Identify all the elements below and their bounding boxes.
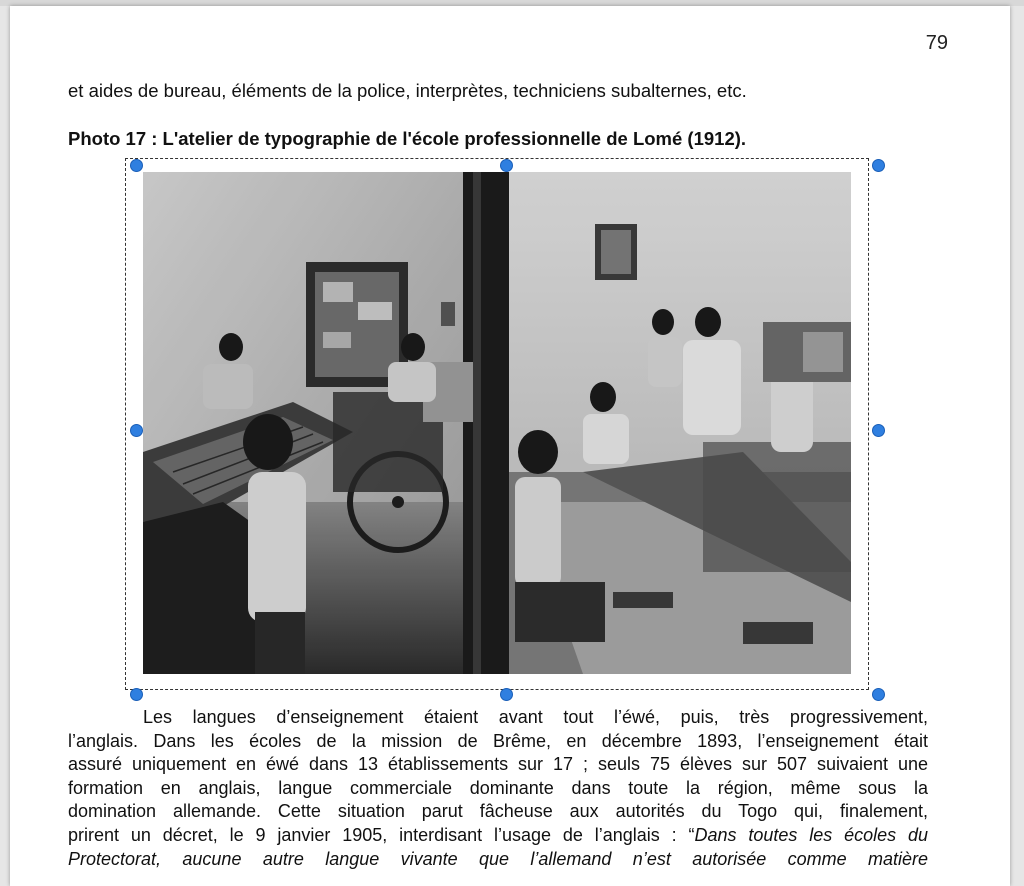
paragraph-line-6-text: prirent un décret, le 9 janvier 1905, interdisant l’usage de l’anglais : “ (68, 825, 695, 845)
resize-handle-bottom-left[interactable] (130, 688, 143, 701)
resize-handle-top-center[interactable] (500, 159, 513, 172)
paragraph-line-5: domination allemande. Cette situation parut fâcheuse aux autorités du Togo qui, finalement, (68, 801, 928, 821)
resize-handle-bottom-center[interactable] (500, 688, 513, 701)
page-number: 79 (925, 32, 948, 54)
image-selection-frame[interactable] (125, 158, 869, 690)
resize-handle-top-right[interactable] (872, 159, 885, 172)
resize-handle-bottom-right[interactable] (872, 688, 885, 701)
paragraph-line-1: Les langues d’enseignement étaient avant tout l’éwé, puis, très progressivement, (143, 707, 928, 727)
resize-handle-top-left[interactable] (130, 159, 143, 172)
paragraph-line-7-cut: Protectorat, aucune autre langue vivante que l’allemand n’est autorisée comme matière (68, 849, 928, 869)
photo-caption: Photo 17 : L'atelier de typographie de l'école professionnelle de Lomé (1912). (68, 128, 747, 149)
paragraph-line-6 (68, 824, 928, 846)
resize-handle-middle-right[interactable] (872, 424, 885, 437)
paragraph-line-2: l’anglais. Dans les écoles de la mission de Brême, en décembre 1893, l’enseignement était (68, 731, 928, 751)
paragraph-line-4: formation en anglais, langue commerciale dominante dans toute la région, même sous la (68, 778, 928, 798)
first-text-line: et aides de bureau, éléments de la police, interprètes, techniciens subalternes, etc. (68, 80, 747, 101)
paragraph-line-6-italic: Dans toutes les écoles du (694, 825, 928, 845)
paragraph-line-3: assuré uniquement en éwé dans 13 établissements sur 17 ; seuls 75 élèves sur 507 suivaient une (68, 754, 928, 774)
resize-handle-middle-left[interactable] (130, 424, 143, 437)
